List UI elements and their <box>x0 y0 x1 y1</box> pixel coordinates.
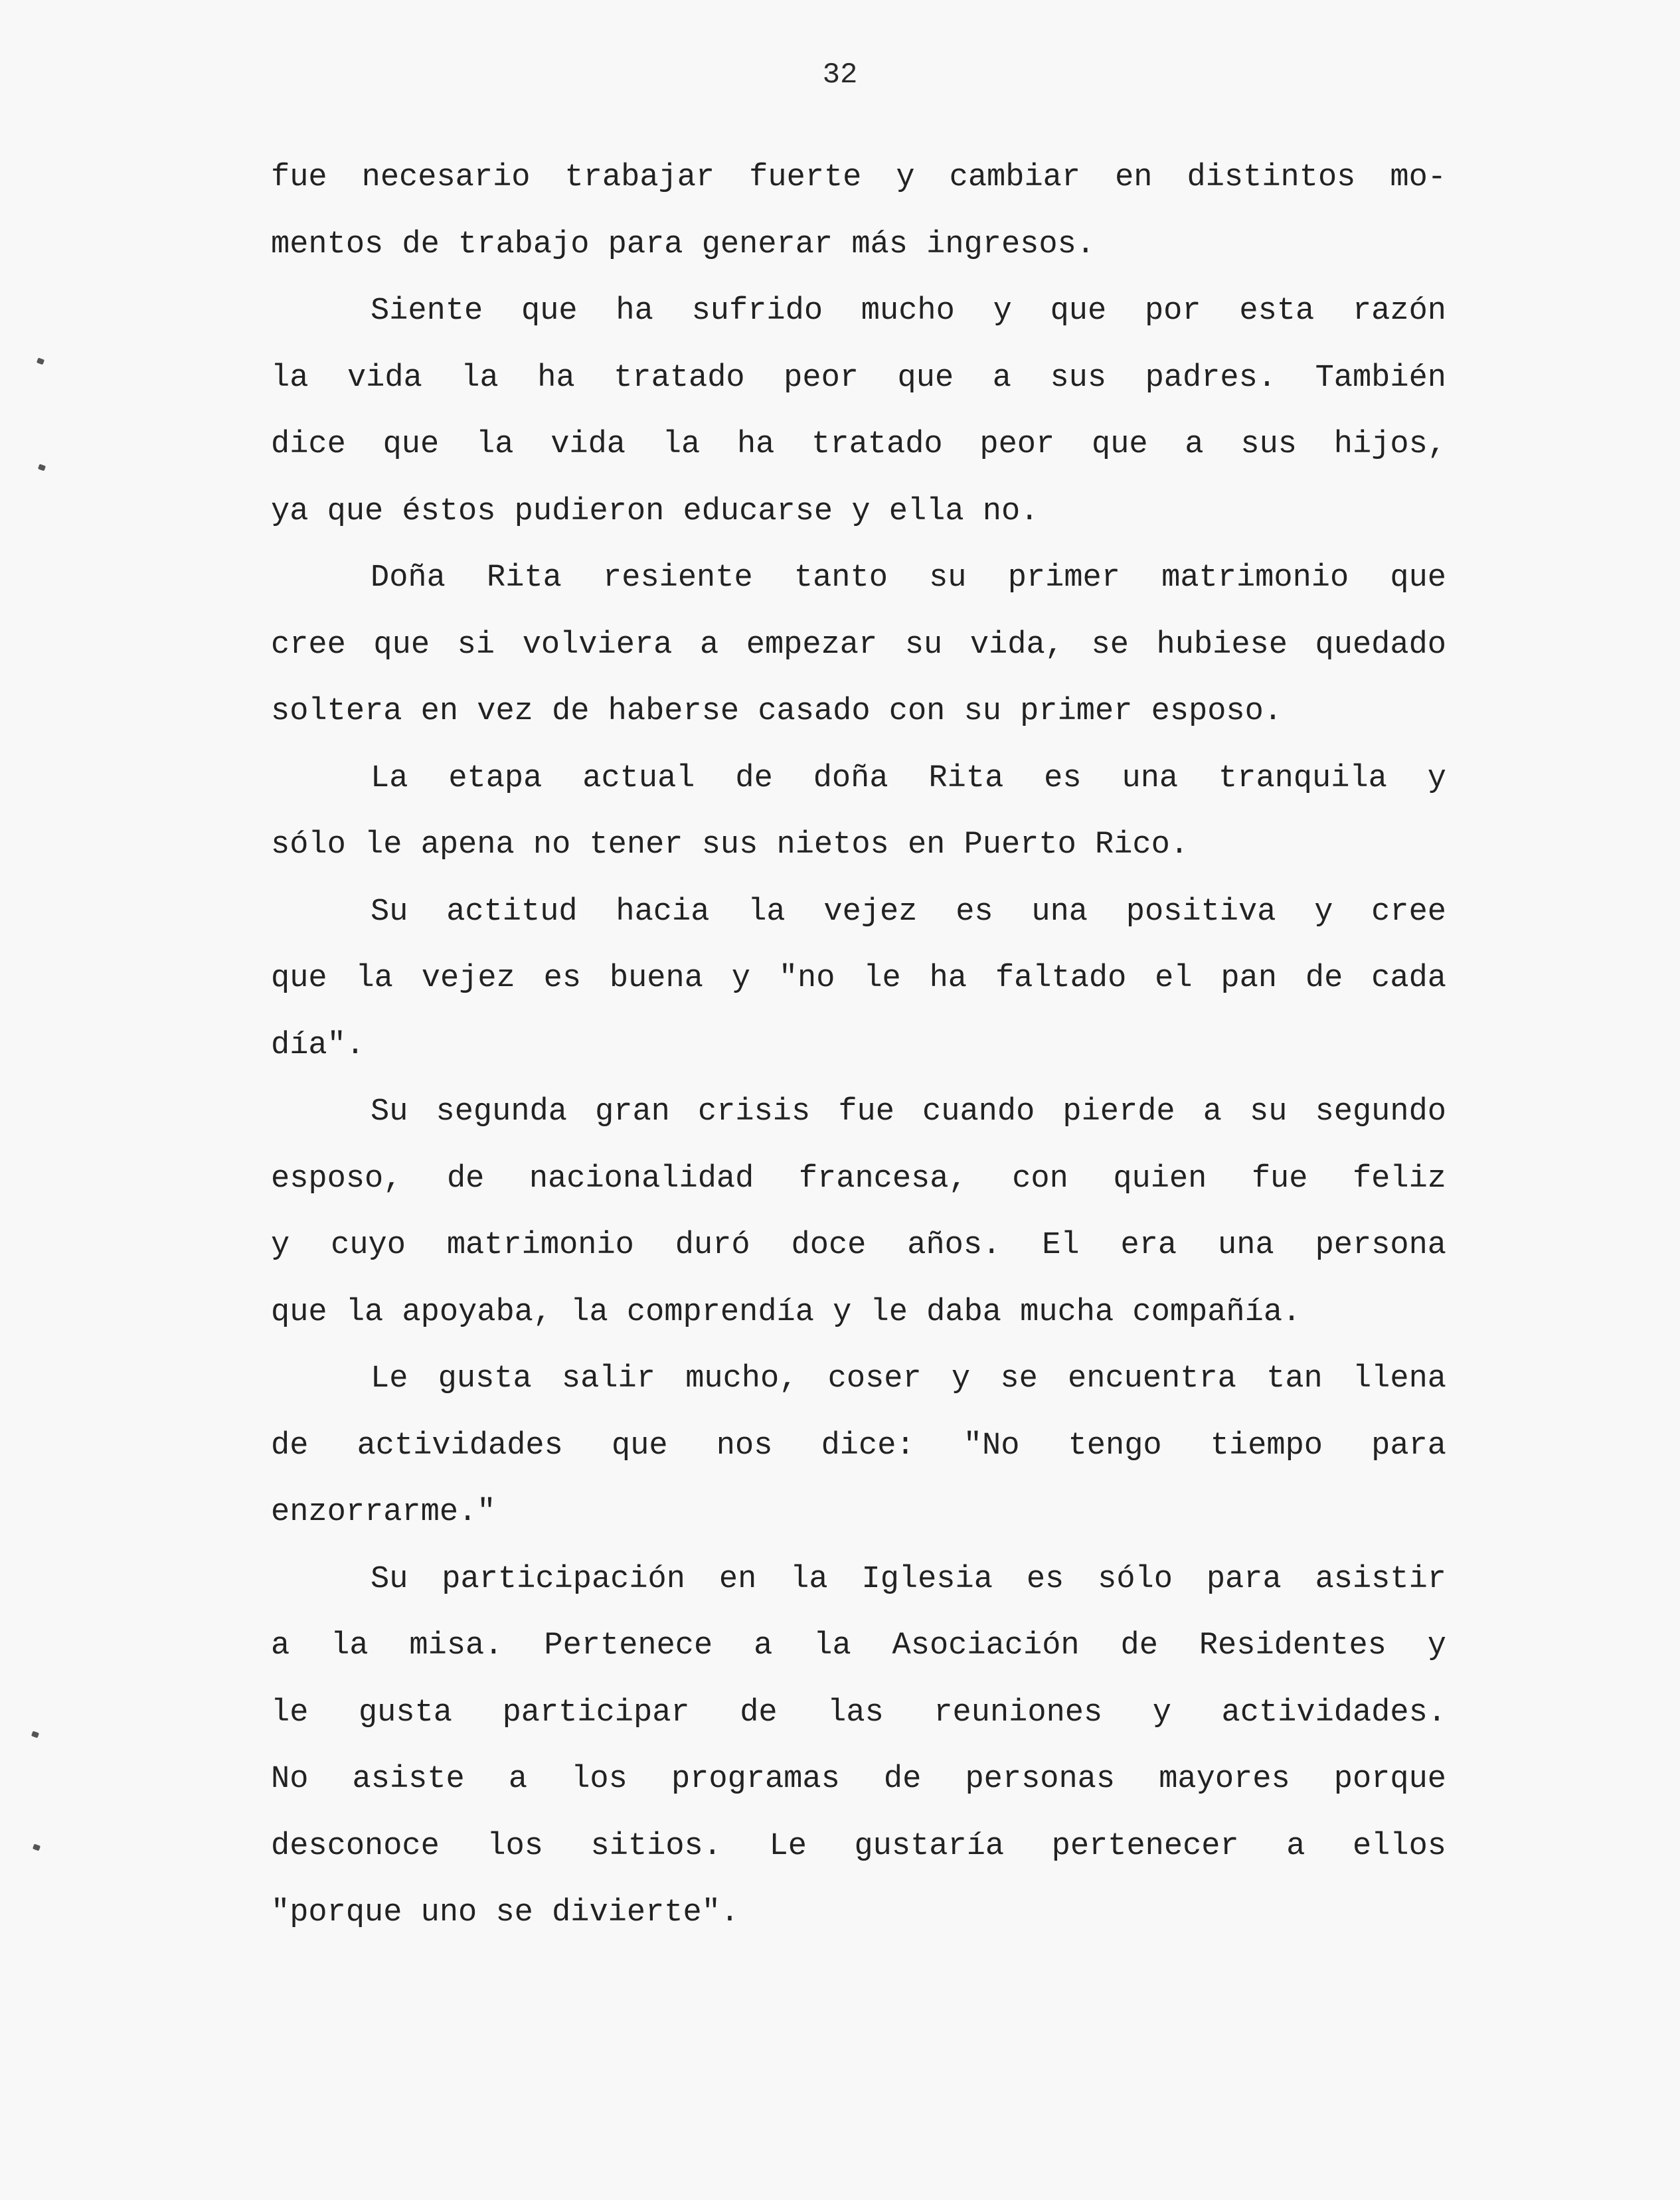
text-line: que la apoyaba, la comprendía y le daba mucha compañía. <box>271 1294 1302 1330</box>
text-line: enzorrarme." <box>271 1495 496 1530</box>
text-line: esposo, de nacionalidad francesa, con quien fue feliz <box>271 1161 1446 1197</box>
text-line: Su participación en la Iglesia es sólo para asistir <box>371 1561 1446 1597</box>
text-line: y cuyo matrimonio duró doce años. El era una persona <box>271 1228 1446 1263</box>
text-line: la vida la ha tratado peor que a sus padres. También <box>271 360 1446 396</box>
margin-speck <box>38 464 46 471</box>
text-line: Su actitud hacia la vejez es una positiva y cree <box>371 894 1446 930</box>
text-line: sólo le apena no tener sus nietos en Puerto Rico. <box>271 827 1189 863</box>
text-line: dice que la vida la ha tratado peor que a sus hijos, <box>271 427 1446 462</box>
text-line: Le gusta salir mucho, coser y se encuentra tan llena <box>371 1361 1446 1396</box>
text-line: Doña Rita resiente tanto su primer matrimonio que <box>371 560 1446 596</box>
text-line: desconoce los sitios. Le gustaría pertenecer a ellos <box>271 1828 1446 1864</box>
text-line: fue necesario trabajar fuerte y cambiar en distintos mo- <box>271 160 1446 195</box>
text-line: No asiste a los programas de personas mayores porque <box>271 1762 1446 1797</box>
text-line: ya que éstos pudieron educarse y ella no. <box>271 493 1039 529</box>
text-line: que la vejez es buena y "no le ha faltado el pan de cada <box>271 961 1446 996</box>
text-line: a la misa. Pertenece a la Asociación de Residentes y <box>271 1628 1446 1663</box>
text-line: Su segunda gran crisis fue cuando pierde a su segundo <box>371 1094 1446 1130</box>
text-line: soltera en vez de haberse casado con su primer esposo. <box>271 694 1283 729</box>
text-line: de actividades que nos dice: "No tengo tiempo para <box>271 1428 1446 1464</box>
body-text <box>271 145 1446 1947</box>
text-line: día". <box>271 1027 365 1063</box>
text-line: "porque uno se divierte". <box>271 1895 740 1930</box>
text-line: La etapa actual de doña Rita es una tranquila y <box>371 760 1446 796</box>
margin-speck <box>31 1731 39 1738</box>
margin-speck <box>37 358 44 365</box>
text-line: le gusta participar de las reuniones y actividades. <box>271 1695 1446 1731</box>
text-line: cree que si volviera a empezar su vida, se hubiese quedado <box>271 627 1446 663</box>
margin-speck <box>33 1844 41 1851</box>
text-line: mentos de trabajo para generar más ingresos. <box>271 226 1096 262</box>
page-number: 32 <box>822 58 858 92</box>
text-line: Siente que ha sufrido mucho y que por esta razón <box>371 294 1446 329</box>
